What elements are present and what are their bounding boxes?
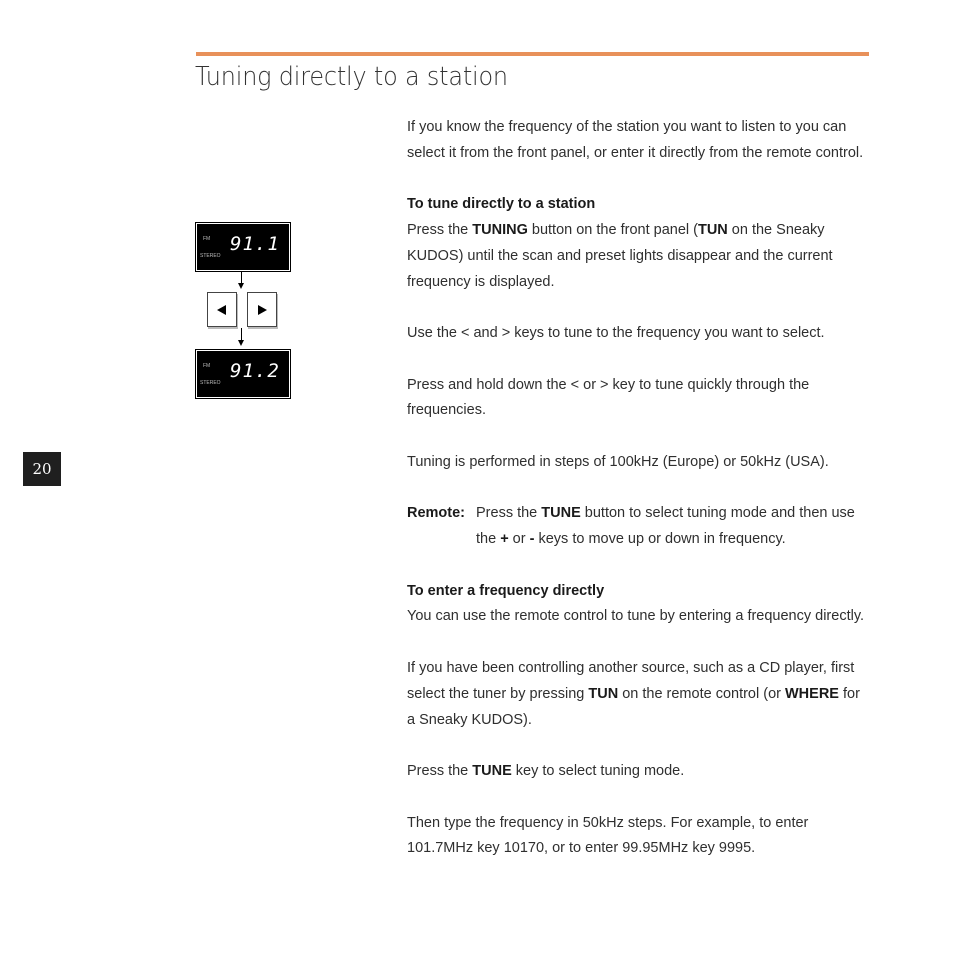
down-arrow-head-icon — [238, 340, 244, 346]
paragraph: Press and hold down the < or > key to tune quickly through the frequencies. — [407, 376, 810, 419]
stereo-indicator: STEREO — [200, 380, 221, 386]
fm-indicator: FM — [203, 236, 211, 242]
intro-paragraph: If you know the frequency of the station you want to listen to you can select it from the front panel, or enter it directly from the remote control. — [407, 119, 864, 161]
paragraph: Then type the frequency in 50kHz steps. For example, to enter 101.7MHz key 10170, or to enter 99.95MHz key 9995. — [407, 814, 809, 857]
keyword: - — [529, 531, 535, 548]
keyword: TUN — [697, 222, 728, 239]
display-top — [197, 224, 289, 270]
down-arrow-head-icon — [238, 283, 244, 289]
stereo-indicator: STEREO — [200, 253, 221, 259]
header-rule — [196, 52, 869, 56]
fm-indicator: FM — [203, 363, 211, 369]
page-number: 20 — [23, 452, 61, 486]
paragraph: If you have been controlling another source, such as a CD player, first select the tuner by pressing TUN on the remote control (or WHERE for a Sneaky KUDOS). — [407, 659, 860, 728]
paragraph: Tuning is performed in steps of 100kHz (Europe) or 50kHz (USA). — [407, 453, 829, 470]
body-column — [407, 115, 869, 888]
left-triangle-icon — [216, 304, 228, 316]
frequency-readout: 91.2 — [230, 360, 280, 382]
section-tune-directly: To tune directly to a station Press the TUNING button on the front panel (TUN on the Sneaky KUDOS) until the scan and preset lights disappear and the current frequency is displayed. — [407, 192, 869, 295]
section-heading: To enter a frequency directly — [407, 582, 605, 599]
keyword: TUNE — [541, 505, 581, 522]
paragraph: Use the < and > keys to tune to the frequency you want to select. — [407, 325, 825, 342]
frequency-readout: 91.1 — [230, 233, 280, 255]
remote-label: Remote: — [407, 505, 466, 522]
down-arrow-icon — [241, 328, 242, 340]
section-heading: To tune directly to a station — [407, 196, 596, 213]
left-key-button — [207, 292, 237, 327]
display-bottom — [197, 351, 289, 397]
remote-text: Press the TUNE button to select tuning mode and then use the + or - keys to move up or down in frequency. — [476, 505, 855, 548]
right-triangle-icon — [256, 304, 268, 316]
paragraph: Press the TUNE key to select tuning mode. — [407, 763, 685, 780]
keyword: TUNE — [472, 763, 512, 780]
keyword: TUN — [588, 685, 619, 702]
remote-note — [407, 501, 869, 553]
section-enter-frequency: To enter a frequency directly You can use the remote control to tune by entering a frequency directly. — [407, 579, 869, 631]
page-title: Tuning directly to a station — [195, 62, 508, 92]
right-key-button — [247, 292, 277, 327]
keyword: + — [500, 531, 509, 548]
keyword: WHERE — [785, 685, 839, 702]
down-arrow-icon — [241, 271, 242, 283]
keyword: TUNING — [472, 222, 528, 239]
